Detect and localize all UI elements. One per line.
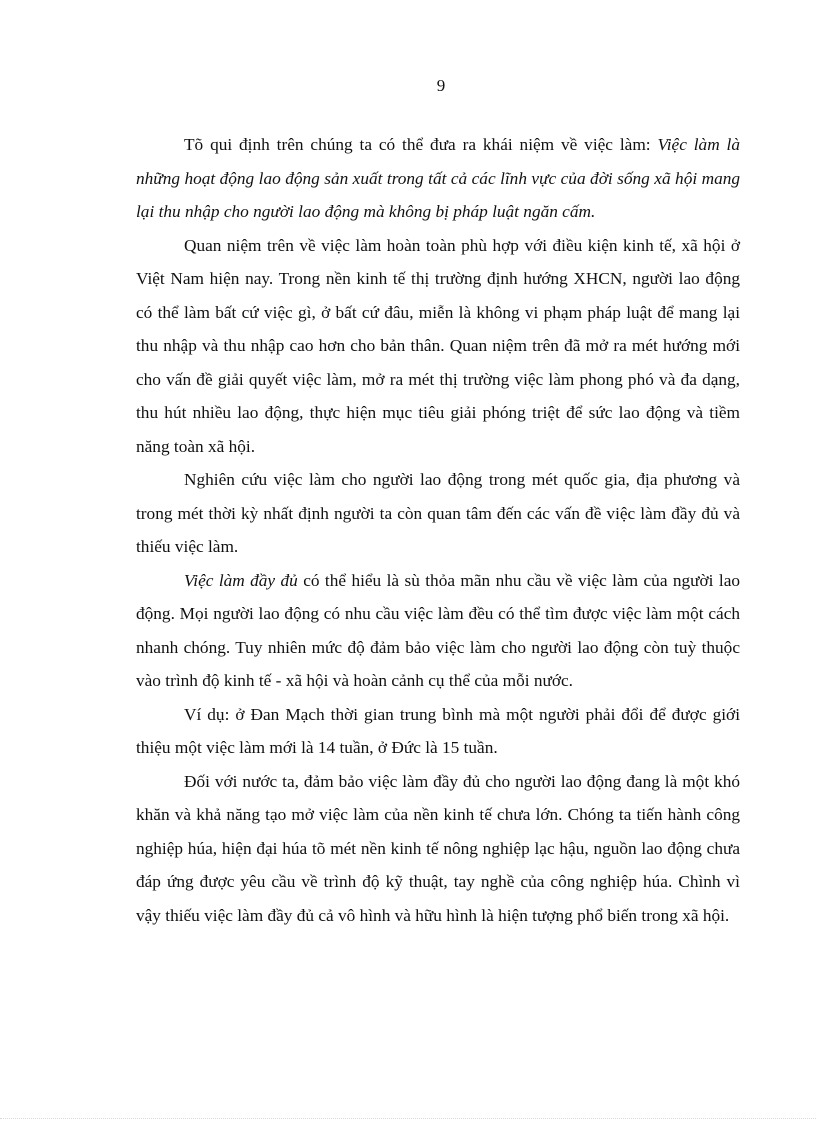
paragraph-text: Ví dụ: ở Đan Mạch thời gian trung bình mà một người phải đổi để được giới thiệu một việc làm mới là 14 tuần, ở Đức là 15 tuần.: [136, 704, 740, 757]
page-bottom-divider: [0, 1118, 816, 1119]
paragraph-concept: [136, 229, 740, 464]
paragraph-vietnam: [136, 765, 740, 933]
document-body: [136, 128, 740, 932]
paragraph-text: Tõ qui định trên chúng ta có thể đưa ra khái niệm về việc làm:: [184, 135, 658, 154]
page-number: 9: [436, 76, 446, 95]
paragraph-text: Quan niệm trên về việc làm hoàn toàn phù hợp với điều kiện kinh tế, xã hội ở Việt Nam hiện nay. Trong nền kinh tế thị trường định hướng XHCN, người lao động có thể làm bất cứ việc gì, ở bất cứ đâu, miễn là không vi phạm pháp luật để mang lại thu nhập và thu nhập cao hơn cho bản thân. Quan niệm trên đã mở ra mét hướng mới cho vấn đề giải quyết việc làm, mở ra mét thị trường việc làm phong phó và đa dạng, thu hút nhiều lao động, thực hiện mục tiêu giải phóng triệt để sức lao động và tiềm năng toàn xã hội.: [136, 235, 740, 456]
italic-term: Việc làm đầy đủ: [184, 570, 298, 590]
paragraph-text: có thể hiểu là sù thỏa mãn nhu cầu về việc làm của người lao động. Mọi người lao động có nhu cầu việc làm đều có thể tìm được việc làm một cách nhanh chóng. Tuy nhiên mức độ đảm bảo việc làm cho người lao động còn tuỳ thuộc vào trình độ kinh tế - xã hội và hoàn cảnh cụ thể của mỗi nước.: [136, 570, 740, 690]
paragraph-text: Đối với nước ta, đảm bảo việc làm đầy đủ cho người lao động đang là một khó khăn và khả năng tạo mở việc làm của nền kinh tế chưa lớn. Chóng ta tiến hành công nghiệp húa, hiện đại húa tõ mét nền kinh tế nông nghiệp lạc hậu, nguồn lao động chưa đáp ứng được yêu cầu về trình độ kỹ thuật, tay nghề của công nghiệp húa. Chình vì vậy thiếu việc làm đầy đủ cả vô hình và hữu hình là hiện tượng phổ biến trong xã hội.: [136, 771, 740, 925]
paragraph-text: Nghiên cứu việc làm cho người lao động trong mét quốc gia, địa phương và trong mét thời kỳ nhất định người ta còn quan tâm đến các vấn đề việc làm đầy đủ và thiếu việc làm.: [136, 470, 740, 556]
paragraph-full-employment: [136, 564, 740, 698]
italic-definition: Việc làm là những hoạt động lao động sản xuất trong tất cả các lĩnh vực của đời sống xã hội mang lại thu nhập cho người lao động mà không bị pháp luật ngăn cấm.: [136, 135, 740, 221]
paragraph-research: [136, 463, 740, 564]
paragraph-definition: [136, 128, 740, 229]
paragraph-example: [136, 698, 740, 765]
